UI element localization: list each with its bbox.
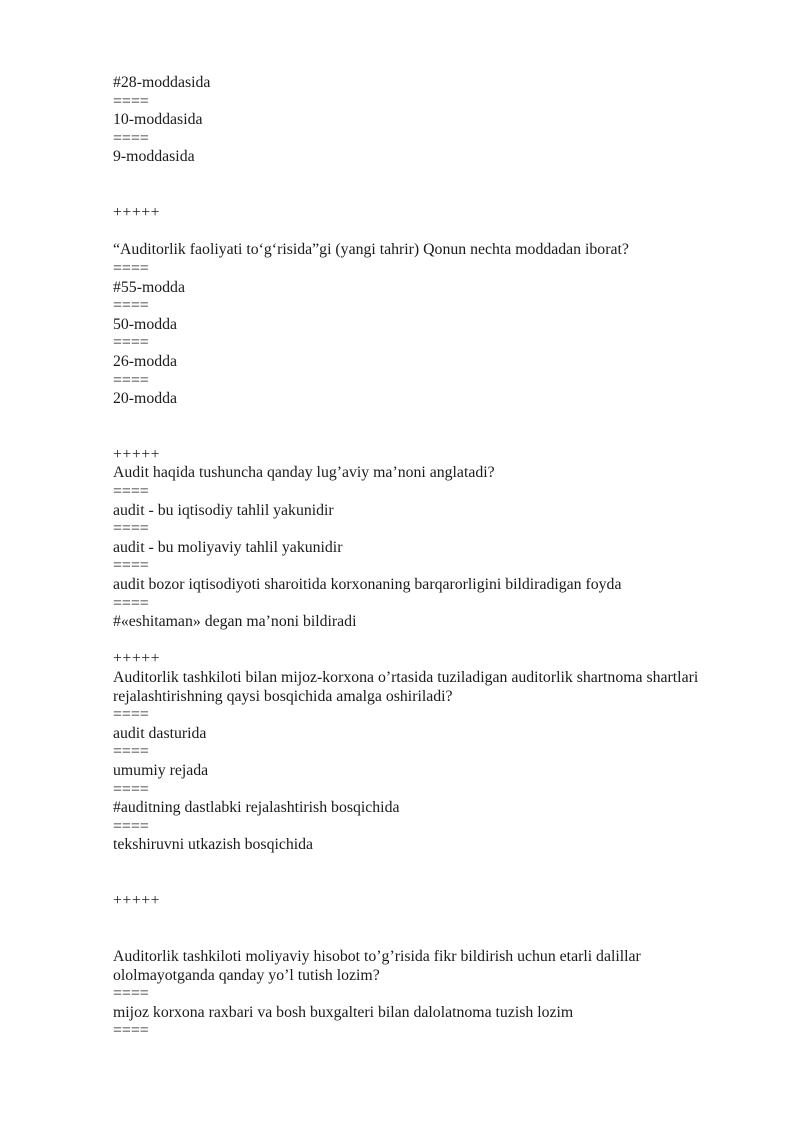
separator-line: ====: [113, 1022, 149, 1040]
answer-line: audit - bu iqtisodiy tahlil yakunidir: [113, 501, 334, 519]
blank-line: [113, 911, 761, 930]
separator-line: ====: [113, 594, 149, 612]
separator-line: ====: [113, 557, 149, 575]
question-line: Auditorlik tashkiloti moliyaviy hisobot to’g’risida fikr bildirish uchun etarli dalillar: [113, 947, 641, 965]
answer-line: #auditning dastlabki rejalashtirish bosqichida: [113, 799, 400, 817]
separator-line: ====: [113, 259, 149, 277]
separator-line: ====: [113, 817, 149, 835]
question-line: “Auditorlik faoliyati to‘g‘risida”gi (yangi tahrir) Qonun nechta moddadan iborat?: [113, 241, 629, 259]
delimiter-line: +++++: [113, 892, 161, 910]
answer-line: audit bozor iqtisodiyoti sharoitida korxonaning barqarorligini bildiradigan foyda: [113, 576, 622, 594]
delimiter-line: +++++: [113, 204, 161, 222]
answer-line: audit - bu moliyaviy tahlil yakunidir: [113, 538, 343, 556]
answer-line: 50-modda: [113, 315, 178, 333]
question-line: ololmayotganda qanday yo’l tutish lozim?: [113, 966, 380, 984]
separator-line: ====: [113, 129, 149, 147]
blank-line: [113, 409, 761, 428]
separator-line: ====: [113, 297, 149, 315]
answer-line: #«eshitaman» degan ma’noni bildiradi: [113, 613, 357, 631]
separator-line: ====: [113, 371, 149, 389]
question-line: Auditorlik tashkiloti bilan mijoz-korxona o’rtasida tuziladigan auditorlik shartnoma shartlari: [113, 669, 699, 686]
separator-line: ====: [113, 706, 149, 724]
separator-line: ====: [113, 743, 149, 761]
answer-line: mijoz korxona raxbari va bosh buxgalteri bilan dalolatnoma tuzish lozim: [113, 1003, 574, 1021]
answer-line: #55-modda: [113, 278, 185, 296]
blank-line: [113, 427, 761, 446]
separator-line: ====: [113, 334, 149, 352]
delimiter-line: +++++: [113, 445, 161, 463]
question-line: rejalashtirishning qaysi bosqichida amalga oshiriladi?: [113, 687, 453, 705]
blank-line: [113, 632, 761, 651]
blank-line: [113, 929, 761, 948]
question-line: Audit haqida tushuncha qanday lug’aviy ma’noni anglatadi?: [113, 464, 495, 482]
document-text: [113, 74, 761, 1041]
answer-line: audit dasturida: [113, 724, 207, 742]
answer-line: 9-moddasida: [113, 148, 195, 166]
answer-line: umumiy rejada: [113, 761, 209, 779]
answer-line: #28-moddasida: [113, 74, 211, 91]
answer-line: 20-modda: [113, 390, 178, 408]
separator-line: ====: [113, 985, 149, 1003]
answer-line: 10-moddasida: [113, 111, 203, 129]
separator-line: ====: [113, 780, 149, 798]
blank-line: [113, 223, 761, 242]
blank-line: [113, 167, 761, 186]
answer-line: 26-modda: [113, 352, 178, 370]
separator-line: ====: [113, 520, 149, 538]
blank-line: [113, 855, 761, 874]
delimiter-line: +++++: [113, 650, 161, 668]
separator-line: ====: [113, 483, 149, 501]
blank-line: [113, 186, 761, 205]
separator-line: ====: [113, 92, 149, 110]
answer-line: tekshiruvni utkazish bosqichida: [113, 836, 314, 854]
blank-line: [113, 874, 761, 893]
